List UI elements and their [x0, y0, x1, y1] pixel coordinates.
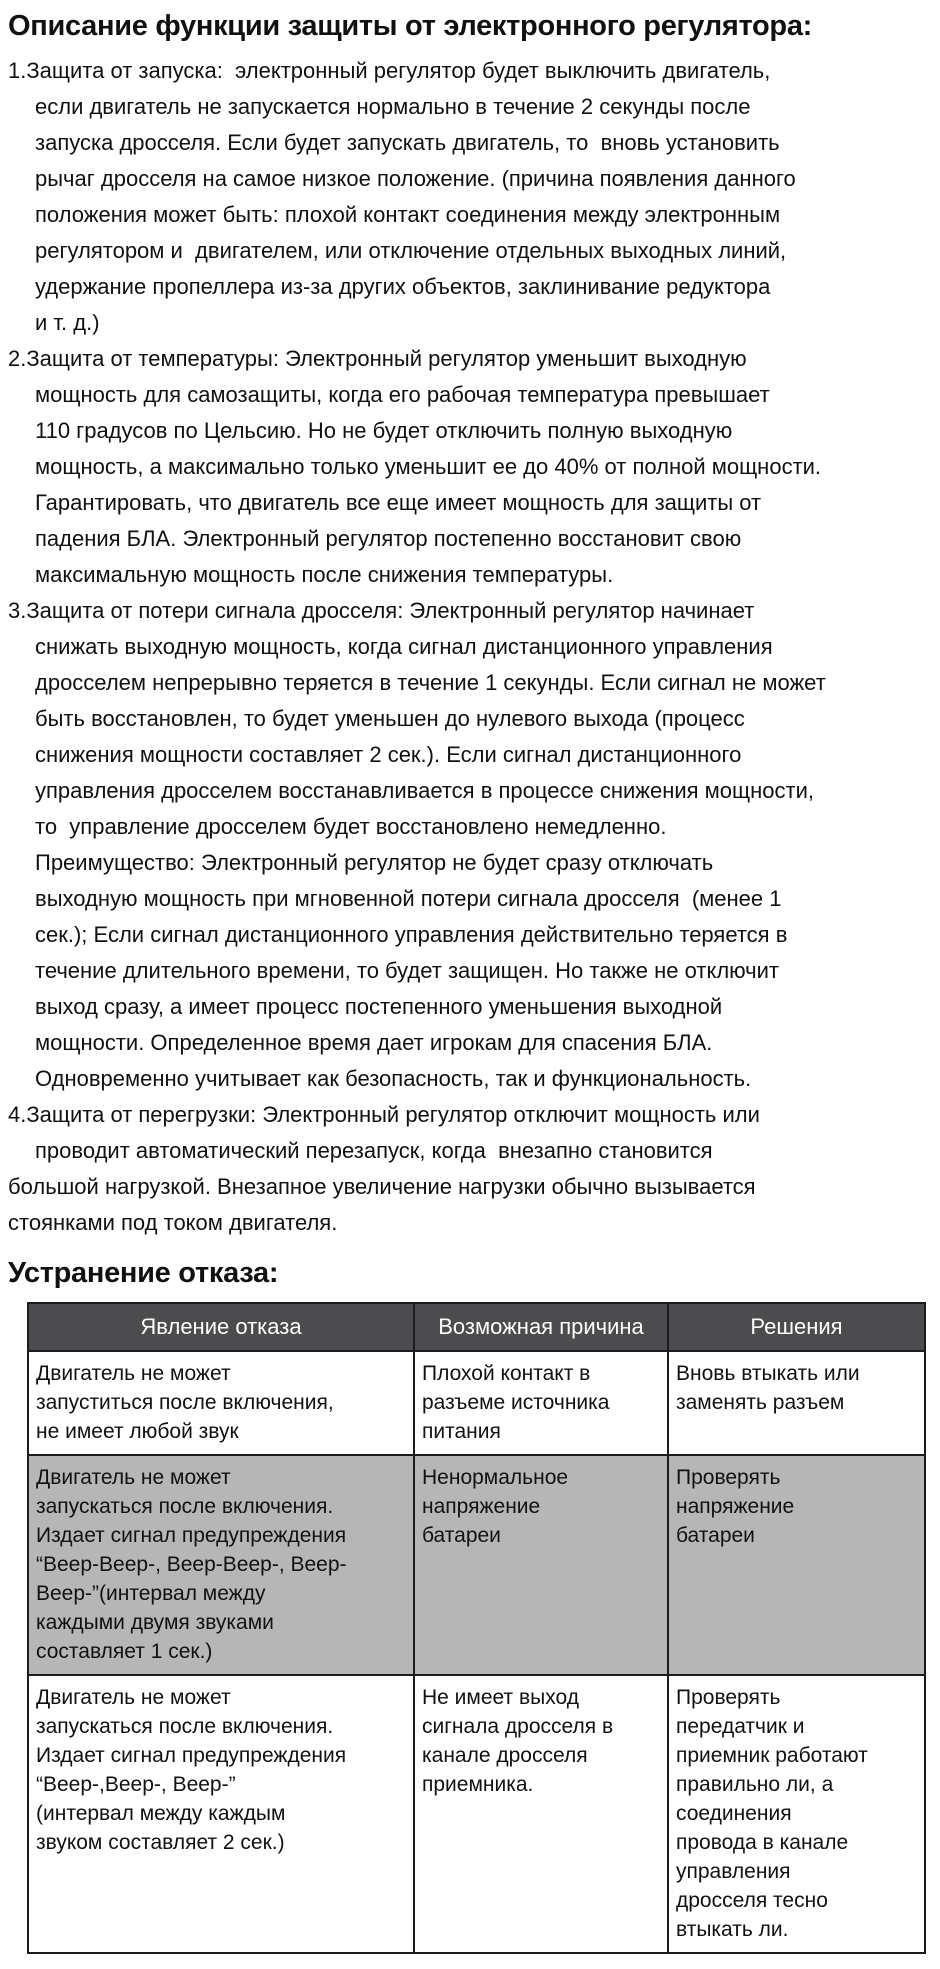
table-row	[28, 1351, 925, 1455]
text-line: передатчик и	[676, 1715, 805, 1738]
text-line: Вновь втыкать или	[676, 1362, 860, 1385]
text-line: приемник работают	[676, 1744, 868, 1767]
text-line: запуска дросселя. Если будет запускать двигатель, то вновь установить	[35, 130, 780, 155]
troubleshooting-heading: Устранение отказа:	[8, 1257, 279, 1289]
text-line: Преимущество: Электронный регулятор не будет сразу отключать	[35, 850, 714, 875]
text-line: падения БЛА. Электронный регулятор постепенно восстановит свою	[35, 526, 742, 551]
text-line: сигнала дросселя в	[422, 1715, 614, 1738]
text-line: Двигатель не может	[36, 1362, 231, 1385]
table-header-cell: Решения	[668, 1303, 925, 1351]
table-cell	[414, 1455, 668, 1675]
text-line: “Beep-,Beep-, Beep-”	[36, 1773, 236, 1796]
text-line: питания	[422, 1420, 501, 1443]
text-line: Beep-”(интервал между	[36, 1582, 266, 1605]
text-line: правильно ли, а	[676, 1773, 834, 1796]
text-line: регулятором и двигателем, или отключение отдельных выходных линий,	[35, 238, 787, 263]
text-line: напряжение	[422, 1495, 541, 1518]
text-line: дросселем непрерывно теряется в течение 1 секунды. Если сигнал не может	[35, 670, 826, 695]
text-line: Одновременно учитывает как безопасность, так и функциональность.	[35, 1066, 752, 1091]
text-line: каждыми двумя звуками	[36, 1611, 274, 1634]
text-line: удержание пропеллера из-за других объектов, заклинивание редуктора	[35, 274, 771, 299]
table-cell	[414, 1351, 668, 1455]
text-line: то управление дросселем будет восстановлено немедленно.	[35, 814, 667, 839]
text-line: “Beep-Beep-, Beep-Beep-, Beep-	[36, 1553, 347, 1576]
text-line: управления	[676, 1860, 791, 1883]
text-line: если двигатель не запускается нормально в течение 2 секунды после	[35, 94, 751, 119]
table-cell	[28, 1455, 414, 1675]
text-line: Издает сигнал предупреждения	[36, 1524, 347, 1547]
text-line: выходную мощность при мгновенной потери сигнала дросселя (менее 1	[35, 886, 782, 911]
table-cell	[668, 1455, 925, 1675]
text-line: большой нагрузкой. Внезапное увеличение нагрузки обычно вызывается	[8, 1174, 756, 1199]
text-line: быть восстановлен, то будет уменьшен до нулевого выхода (процесс	[35, 706, 745, 731]
table-cell	[28, 1675, 414, 1953]
text-line: Ненормальное	[422, 1466, 569, 1489]
text-line: заменять разъем	[676, 1391, 845, 1414]
troubleshooting-table	[27, 1302, 926, 1954]
text-line: (интервал между каждым	[36, 1802, 286, 1825]
table-cell	[28, 1351, 414, 1455]
text-line: Двигатель не может	[36, 1466, 231, 1489]
text-line: выход сразу, а имеет процесс постепенного уменьшения выходной	[35, 994, 723, 1019]
text-line: управления дросселем восстанавливается в процессе снижения мощности,	[35, 778, 814, 803]
text-line: Проверять	[676, 1686, 781, 1709]
text-line: Двигатель не может	[36, 1686, 231, 1709]
text-line: напряжение	[676, 1495, 795, 1518]
table-row	[28, 1455, 925, 1675]
table-cell	[414, 1675, 668, 1953]
text-line: рычаг дросселя на самое низкое положение. (причина появления данного	[35, 166, 796, 191]
text-line: снижения мощности составляет 2 сек.). Если сигнал дистанционного	[35, 742, 742, 767]
text-line: батареи	[676, 1524, 755, 1547]
text-line: мощности. Определенное время дает игрокам для спасения БЛА.	[35, 1030, 713, 1055]
section-overload-protection	[8, 1097, 940, 1241]
text-line: стоянками под током двигателя.	[8, 1210, 338, 1235]
text-line: разъеме источника	[422, 1391, 610, 1414]
text-line: приемника.	[422, 1773, 534, 1796]
section-throttle-signal-loss-protection	[8, 593, 940, 1097]
text-line: Плохой контакт в	[422, 1362, 591, 1385]
protection-function-list	[8, 53, 940, 1241]
text-line: течение длительного времени, то будет защищен. Но также не отключит	[35, 958, 780, 983]
text-line: соединения	[676, 1802, 792, 1825]
text-line: Проверять	[676, 1466, 781, 1489]
table-header-row	[28, 1303, 925, 1351]
text-line: запуститься после включения,	[36, 1391, 334, 1414]
table-cell	[668, 1351, 925, 1455]
text-line: провода в канале	[676, 1831, 849, 1854]
text-line: Гарантировать, что двигатель все еще имеет мощность для защиты от	[35, 490, 762, 515]
text-line: Издает сигнал предупреждения	[36, 1744, 347, 1767]
text-line: 110 градусов по Цельсию. Но не будет отключить полную выходную	[35, 418, 733, 443]
table-header-cell: Явление отказа	[28, 1303, 414, 1351]
text-line: Не имеет выход	[422, 1686, 579, 1709]
text-line: 2.Защита от температуры: Электронный регулятор уменьшит выходную	[8, 346, 747, 371]
section-temperature-protection	[8, 341, 940, 593]
text-line: максимальную мощность после снижения температуры.	[35, 562, 614, 587]
text-line: втыкать ли.	[676, 1918, 789, 1941]
table-row	[28, 1675, 925, 1953]
table-cell	[668, 1675, 925, 1953]
text-line: дросселя тесно	[676, 1889, 828, 1912]
table-header-cell: Возможная причина	[414, 1303, 668, 1351]
document-title: Описание функции защиты от электронного регулятора:	[8, 10, 813, 42]
text-line: не имеет любой звук	[36, 1420, 239, 1443]
text-line: запускаться после включения.	[36, 1715, 334, 1738]
text-line: составляет 1 сек.)	[36, 1640, 213, 1663]
text-line: сек.); Если сигнал дистанционного управления действительно теряется в	[35, 922, 788, 947]
text-line: канале дросселя	[422, 1744, 588, 1767]
text-line: мощность для самозащиты, когда его рабочая температура превышает	[35, 382, 770, 407]
text-line: проводит автоматический перезапуск, когда внезапно становится	[35, 1138, 713, 1163]
text-line: положения может быть: плохой контакт соединения между электронным	[35, 202, 781, 227]
text-line: запускаться после включения.	[36, 1495, 334, 1518]
section-startup-protection	[8, 53, 940, 341]
text-line: мощность, а максимально только уменьшит ее до 40% от полной мощности.	[35, 454, 822, 479]
text-line: снижать выходную мощность, когда сигнал дистанционного управления	[35, 634, 773, 659]
text-line: звуком составляет 2 сек.)	[36, 1831, 285, 1854]
text-line: 4.Защита от перегрузки: Электронный регулятор отключит мощность или	[8, 1102, 760, 1127]
text-line: 1.Защита от запуска: электронный регулятор будет выключить двигатель,	[8, 58, 771, 83]
text-line: батареи	[422, 1524, 501, 1547]
text-line: 3.Защита от потери сигнала дросселя: Электронный регулятор начинает	[8, 598, 755, 623]
text-line: и т. д.)	[35, 310, 100, 335]
